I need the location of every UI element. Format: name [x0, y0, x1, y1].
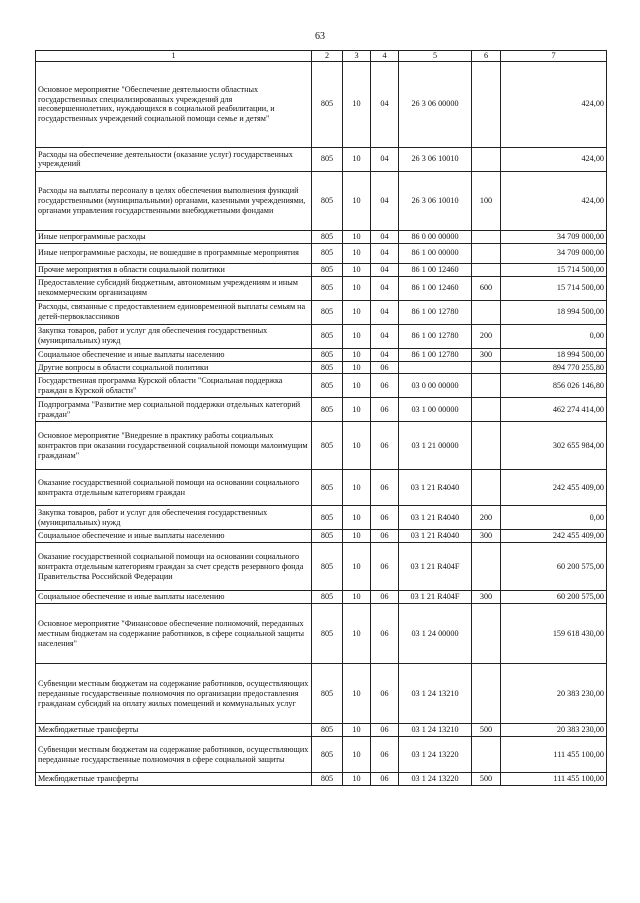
table-row — [36, 374, 607, 398]
expense-type-cell — [472, 230, 501, 243]
amount-cell: 34 709 000,00 — [501, 243, 607, 263]
subsection-code-cell: 04 — [371, 171, 399, 230]
target-article-cell: 86 1 00 12460 — [399, 263, 472, 276]
expense-type-cell: 500 — [472, 724, 501, 737]
amount-cell: 15 714 500,00 — [501, 276, 607, 300]
table-row — [36, 61, 607, 147]
subsection-code-cell: 06 — [371, 422, 399, 470]
header-col-4: 4 — [371, 51, 399, 62]
subsection-code-cell: 04 — [371, 348, 399, 361]
table-row — [36, 724, 607, 737]
amount-cell: 111 455 100,00 — [501, 737, 607, 773]
table-row — [36, 506, 607, 530]
expense-name-cell: Субвенции местным бюджетам на содержание работников, осуществляющих переданные государственные полномочия в сфере социальной защиты — [36, 737, 312, 773]
target-article-cell: 26 3 06 00000 — [399, 61, 472, 147]
expense-name-cell: Расходы, связанные с предоставлением единовременной выплаты семьям на детей-первоклассников — [36, 300, 312, 324]
expense-name-cell: Иные непрограммные расходы, не вошедшие в программные мероприятия — [36, 243, 312, 263]
amount-cell: 18 994 500,00 — [501, 348, 607, 361]
section-code-cell: 10 — [343, 506, 371, 530]
amount-cell: 18 994 500,00 — [501, 300, 607, 324]
expense-type-cell — [472, 398, 501, 422]
expense-name-cell: Закупка товаров, работ и услуг для обеспечения государственных (муниципальных) нужд — [36, 324, 312, 348]
expense-name-cell: Основное мероприятие "Финансовое обеспечение полномочий, переданных местным бюджетам на содержание работников, в сфере социальной защиты населения" — [36, 604, 312, 664]
target-article-cell: 03 1 21 R4040 — [399, 470, 472, 506]
header-col-2: 2 — [312, 51, 343, 62]
target-article-cell: 03 1 21 R4040 — [399, 530, 472, 543]
amount-cell: 462 274 414,00 — [501, 398, 607, 422]
section-code-cell: 10 — [343, 171, 371, 230]
section-code-cell: 10 — [343, 147, 371, 171]
table-row — [36, 171, 607, 230]
subsection-code-cell: 06 — [371, 664, 399, 724]
table-row — [36, 773, 607, 786]
section-code-cell: 10 — [343, 530, 371, 543]
grbs-code-cell: 805 — [312, 422, 343, 470]
amount-cell: 894 770 255,80 — [501, 361, 607, 374]
expense-name-cell: Оказание государственной социальной помощи на основании социального контракта отдельным категориям граждан — [36, 470, 312, 506]
table-row — [36, 263, 607, 276]
section-code-cell: 10 — [343, 276, 371, 300]
target-article-cell: 03 1 24 13220 — [399, 773, 472, 786]
target-article-cell: 86 1 00 00000 — [399, 243, 472, 263]
expense-type-cell: 300 — [472, 530, 501, 543]
expense-name-cell: Предоставление субсидий бюджетным, автономным учреждениям и иным некоммерческим организациям — [36, 276, 312, 300]
grbs-code-cell: 805 — [312, 243, 343, 263]
grbs-code-cell: 805 — [312, 61, 343, 147]
expense-type-cell — [472, 61, 501, 147]
target-article-cell: 86 1 00 12780 — [399, 324, 472, 348]
amount-cell: 302 655 984,00 — [501, 422, 607, 470]
table-row — [36, 243, 607, 263]
target-article-cell: 03 1 24 13210 — [399, 724, 472, 737]
expense-name-cell: Расходы на выплаты персоналу в целях обеспечения выполнения функций государственными (муниципальными) органами, казенными учреждениями, органами управления государственными внебюджетными фондами — [36, 171, 312, 230]
subsection-code-cell: 06 — [371, 724, 399, 737]
table-row — [36, 147, 607, 171]
subsection-code-cell: 06 — [371, 506, 399, 530]
table-row — [36, 300, 607, 324]
table-row — [36, 398, 607, 422]
expense-type-cell — [472, 604, 501, 664]
section-code-cell: 10 — [343, 591, 371, 604]
target-article-cell: 03 1 24 13210 — [399, 664, 472, 724]
section-code-cell: 10 — [343, 422, 371, 470]
expense-name-cell: Подпрограмма "Развитие мер социальной поддержки отдельных категорий граждан" — [36, 398, 312, 422]
header-col-3: 3 — [343, 51, 371, 62]
subsection-code-cell: 04 — [371, 61, 399, 147]
expense-type-cell: 100 — [472, 171, 501, 230]
expense-name-cell: Закупка товаров, работ и услуг для обеспечения государственных (муниципальных) нужд — [36, 506, 312, 530]
grbs-code-cell: 805 — [312, 276, 343, 300]
subsection-code-cell: 06 — [371, 470, 399, 506]
expense-name-cell: Социальное обеспечение и иные выплаты населению — [36, 348, 312, 361]
grbs-code-cell: 805 — [312, 263, 343, 276]
subsection-code-cell: 06 — [371, 361, 399, 374]
expense-type-cell — [472, 664, 501, 724]
target-article-cell: 03 0 00 00000 — [399, 374, 472, 398]
expense-name-cell: Расходы на обеспечение деятельности (оказание услуг) государственных учреждений — [36, 147, 312, 171]
target-article-cell — [399, 361, 472, 374]
grbs-code-cell: 805 — [312, 300, 343, 324]
expense-type-cell — [472, 263, 501, 276]
expense-type-cell — [472, 422, 501, 470]
expense-type-cell: 600 — [472, 276, 501, 300]
subsection-code-cell: 04 — [371, 230, 399, 243]
section-code-cell: 10 — [343, 470, 371, 506]
table-row — [36, 324, 607, 348]
subsection-code-cell: 06 — [371, 398, 399, 422]
subsection-code-cell: 06 — [371, 543, 399, 591]
expense-type-cell: 200 — [472, 506, 501, 530]
page-number: 63 — [315, 31, 325, 42]
target-article-cell: 26 3 06 10010 — [399, 171, 472, 230]
section-code-cell: 10 — [343, 773, 371, 786]
section-code-cell: 10 — [343, 398, 371, 422]
expense-type-cell — [472, 243, 501, 263]
amount-cell: 60 200 575,00 — [501, 543, 607, 591]
table-row — [36, 737, 607, 773]
subsection-code-cell: 04 — [371, 300, 399, 324]
header-col-6: 6 — [472, 51, 501, 62]
table-row — [36, 230, 607, 243]
expense-type-cell — [472, 737, 501, 773]
subsection-code-cell: 04 — [371, 324, 399, 348]
grbs-code-cell: 805 — [312, 773, 343, 786]
amount-cell: 60 200 575,00 — [501, 591, 607, 604]
section-code-cell: 10 — [343, 263, 371, 276]
expense-type-cell — [472, 300, 501, 324]
grbs-code-cell: 805 — [312, 604, 343, 664]
section-code-cell: 10 — [343, 361, 371, 374]
amount-cell: 15 714 500,00 — [501, 263, 607, 276]
expense-name-cell: Межбюджетные трансферты — [36, 724, 312, 737]
expense-type-cell — [472, 374, 501, 398]
table-row — [36, 664, 607, 724]
grbs-code-cell: 805 — [312, 664, 343, 724]
subsection-code-cell: 06 — [371, 737, 399, 773]
table-row — [36, 422, 607, 470]
grbs-code-cell: 805 — [312, 506, 343, 530]
target-article-cell: 26 3 06 10010 — [399, 147, 472, 171]
table-row — [36, 543, 607, 591]
expense-name-cell: Оказание государственной социальной помощи на основании социального контракта отдельным категориям граждан за счет средств резервного фонда Правительства Российской Федерации — [36, 543, 312, 591]
subsection-code-cell: 06 — [371, 530, 399, 543]
section-code-cell: 10 — [343, 300, 371, 324]
grbs-code-cell: 805 — [312, 348, 343, 361]
section-code-cell: 10 — [343, 374, 371, 398]
expense-name-cell: Государственная программа Курской области "Социальная поддержка граждан в Курской области" — [36, 374, 312, 398]
section-code-cell: 10 — [343, 230, 371, 243]
section-code-cell: 10 — [343, 664, 371, 724]
table-row — [36, 591, 607, 604]
expense-name-cell: Основное мероприятие "Обеспечение деятельности областных государственных специализированных учреждений для несовершеннолетних, нуждающихся в социальной реабилитации, и государственных учреждений социальной помощи семье и детям" — [36, 61, 312, 147]
expense-name-cell: Основное мероприятие "Внедрение в практику работы социальных контрактов при оказании государственной социальной помощи малоимущим гражданам" — [36, 422, 312, 470]
amount-cell: 856 026 146,80 — [501, 374, 607, 398]
table-row — [36, 276, 607, 300]
grbs-code-cell: 805 — [312, 543, 343, 591]
grbs-code-cell: 805 — [312, 737, 343, 773]
section-code-cell: 10 — [343, 348, 371, 361]
amount-cell: 34 709 000,00 — [501, 230, 607, 243]
amount-cell: 0,00 — [501, 324, 607, 348]
target-article-cell: 03 1 24 13220 — [399, 737, 472, 773]
grbs-code-cell: 805 — [312, 361, 343, 374]
expense-name-cell: Межбюджетные трансферты — [36, 773, 312, 786]
target-article-cell: 03 1 21 R404F — [399, 543, 472, 591]
subsection-code-cell: 06 — [371, 374, 399, 398]
amount-cell: 242 455 409,00 — [501, 530, 607, 543]
target-article-cell: 86 1 00 12780 — [399, 300, 472, 324]
target-article-cell: 86 1 00 12780 — [399, 348, 472, 361]
expense-type-cell: 300 — [472, 348, 501, 361]
expense-name-cell: Социальное обеспечение и иные выплаты населению — [36, 530, 312, 543]
expense-type-cell: 500 — [472, 773, 501, 786]
table-row — [36, 348, 607, 361]
header-col-5: 5 — [399, 51, 472, 62]
amount-cell: 242 455 409,00 — [501, 470, 607, 506]
amount-cell: 20 383 230,00 — [501, 664, 607, 724]
section-code-cell: 10 — [343, 724, 371, 737]
expense-name-cell: Субвенции местным бюджетам на содержание работников, осуществляющих переданные государственные полномочия по организации предоставления гражданам субсидий на оплату жилых помещений и коммунальных услуг — [36, 664, 312, 724]
table-row — [36, 470, 607, 506]
grbs-code-cell: 805 — [312, 591, 343, 604]
subsection-code-cell: 04 — [371, 276, 399, 300]
table-row — [36, 361, 607, 374]
expense-type-cell — [472, 147, 501, 171]
target-article-cell: 86 1 00 12460 — [399, 276, 472, 300]
subsection-code-cell: 04 — [371, 263, 399, 276]
table-row — [36, 604, 607, 664]
expense-type-cell: 200 — [472, 324, 501, 348]
section-code-cell: 10 — [343, 737, 371, 773]
grbs-code-cell: 805 — [312, 470, 343, 506]
subsection-code-cell: 06 — [371, 591, 399, 604]
grbs-code-cell: 805 — [312, 374, 343, 398]
grbs-code-cell: 805 — [312, 324, 343, 348]
subsection-code-cell: 06 — [371, 604, 399, 664]
grbs-code-cell: 805 — [312, 147, 343, 171]
grbs-code-cell: 805 — [312, 724, 343, 737]
section-code-cell: 10 — [343, 243, 371, 263]
expense-name-cell: Социальное обеспечение и иные выплаты населению — [36, 591, 312, 604]
expense-name-cell: Прочие мероприятия в области социальной политики — [36, 263, 312, 276]
expense-name-cell: Другие вопросы в области социальной политики — [36, 361, 312, 374]
subsection-code-cell: 06 — [371, 773, 399, 786]
expense-name-cell: Иные непрограммные расходы — [36, 230, 312, 243]
table-row — [36, 530, 607, 543]
grbs-code-cell: 805 — [312, 230, 343, 243]
table-header-row — [36, 51, 607, 62]
grbs-code-cell: 805 — [312, 398, 343, 422]
header-col-7: 7 — [501, 51, 607, 62]
expense-type-cell — [472, 543, 501, 591]
expense-type-cell — [472, 470, 501, 506]
amount-cell: 111 455 100,00 — [501, 773, 607, 786]
subsection-code-cell: 04 — [371, 147, 399, 171]
target-article-cell: 03 1 24 00000 — [399, 604, 472, 664]
target-article-cell: 03 1 21 00000 — [399, 422, 472, 470]
amount-cell: 424,00 — [501, 61, 607, 147]
target-article-cell: 86 0 00 00000 — [399, 230, 472, 243]
section-code-cell: 10 — [343, 61, 371, 147]
target-article-cell: 03 1 21 R4040 — [399, 506, 472, 530]
amount-cell: 20 383 230,00 — [501, 724, 607, 737]
subsection-code-cell: 04 — [371, 243, 399, 263]
target-article-cell: 03 1 00 00000 — [399, 398, 472, 422]
amount-cell: 0,00 — [501, 506, 607, 530]
header-col-1: 1 — [36, 51, 312, 62]
section-code-cell: 10 — [343, 324, 371, 348]
expense-type-cell: 300 — [472, 591, 501, 604]
grbs-code-cell: 805 — [312, 530, 343, 543]
grbs-code-cell: 805 — [312, 171, 343, 230]
amount-cell: 159 618 430,00 — [501, 604, 607, 664]
section-code-cell: 10 — [343, 604, 371, 664]
amount-cell: 424,00 — [501, 171, 607, 230]
budget-table — [35, 50, 607, 786]
section-code-cell: 10 — [343, 543, 371, 591]
expense-type-cell — [472, 361, 501, 374]
amount-cell: 424,00 — [501, 147, 607, 171]
target-article-cell: 03 1 21 R404F — [399, 591, 472, 604]
